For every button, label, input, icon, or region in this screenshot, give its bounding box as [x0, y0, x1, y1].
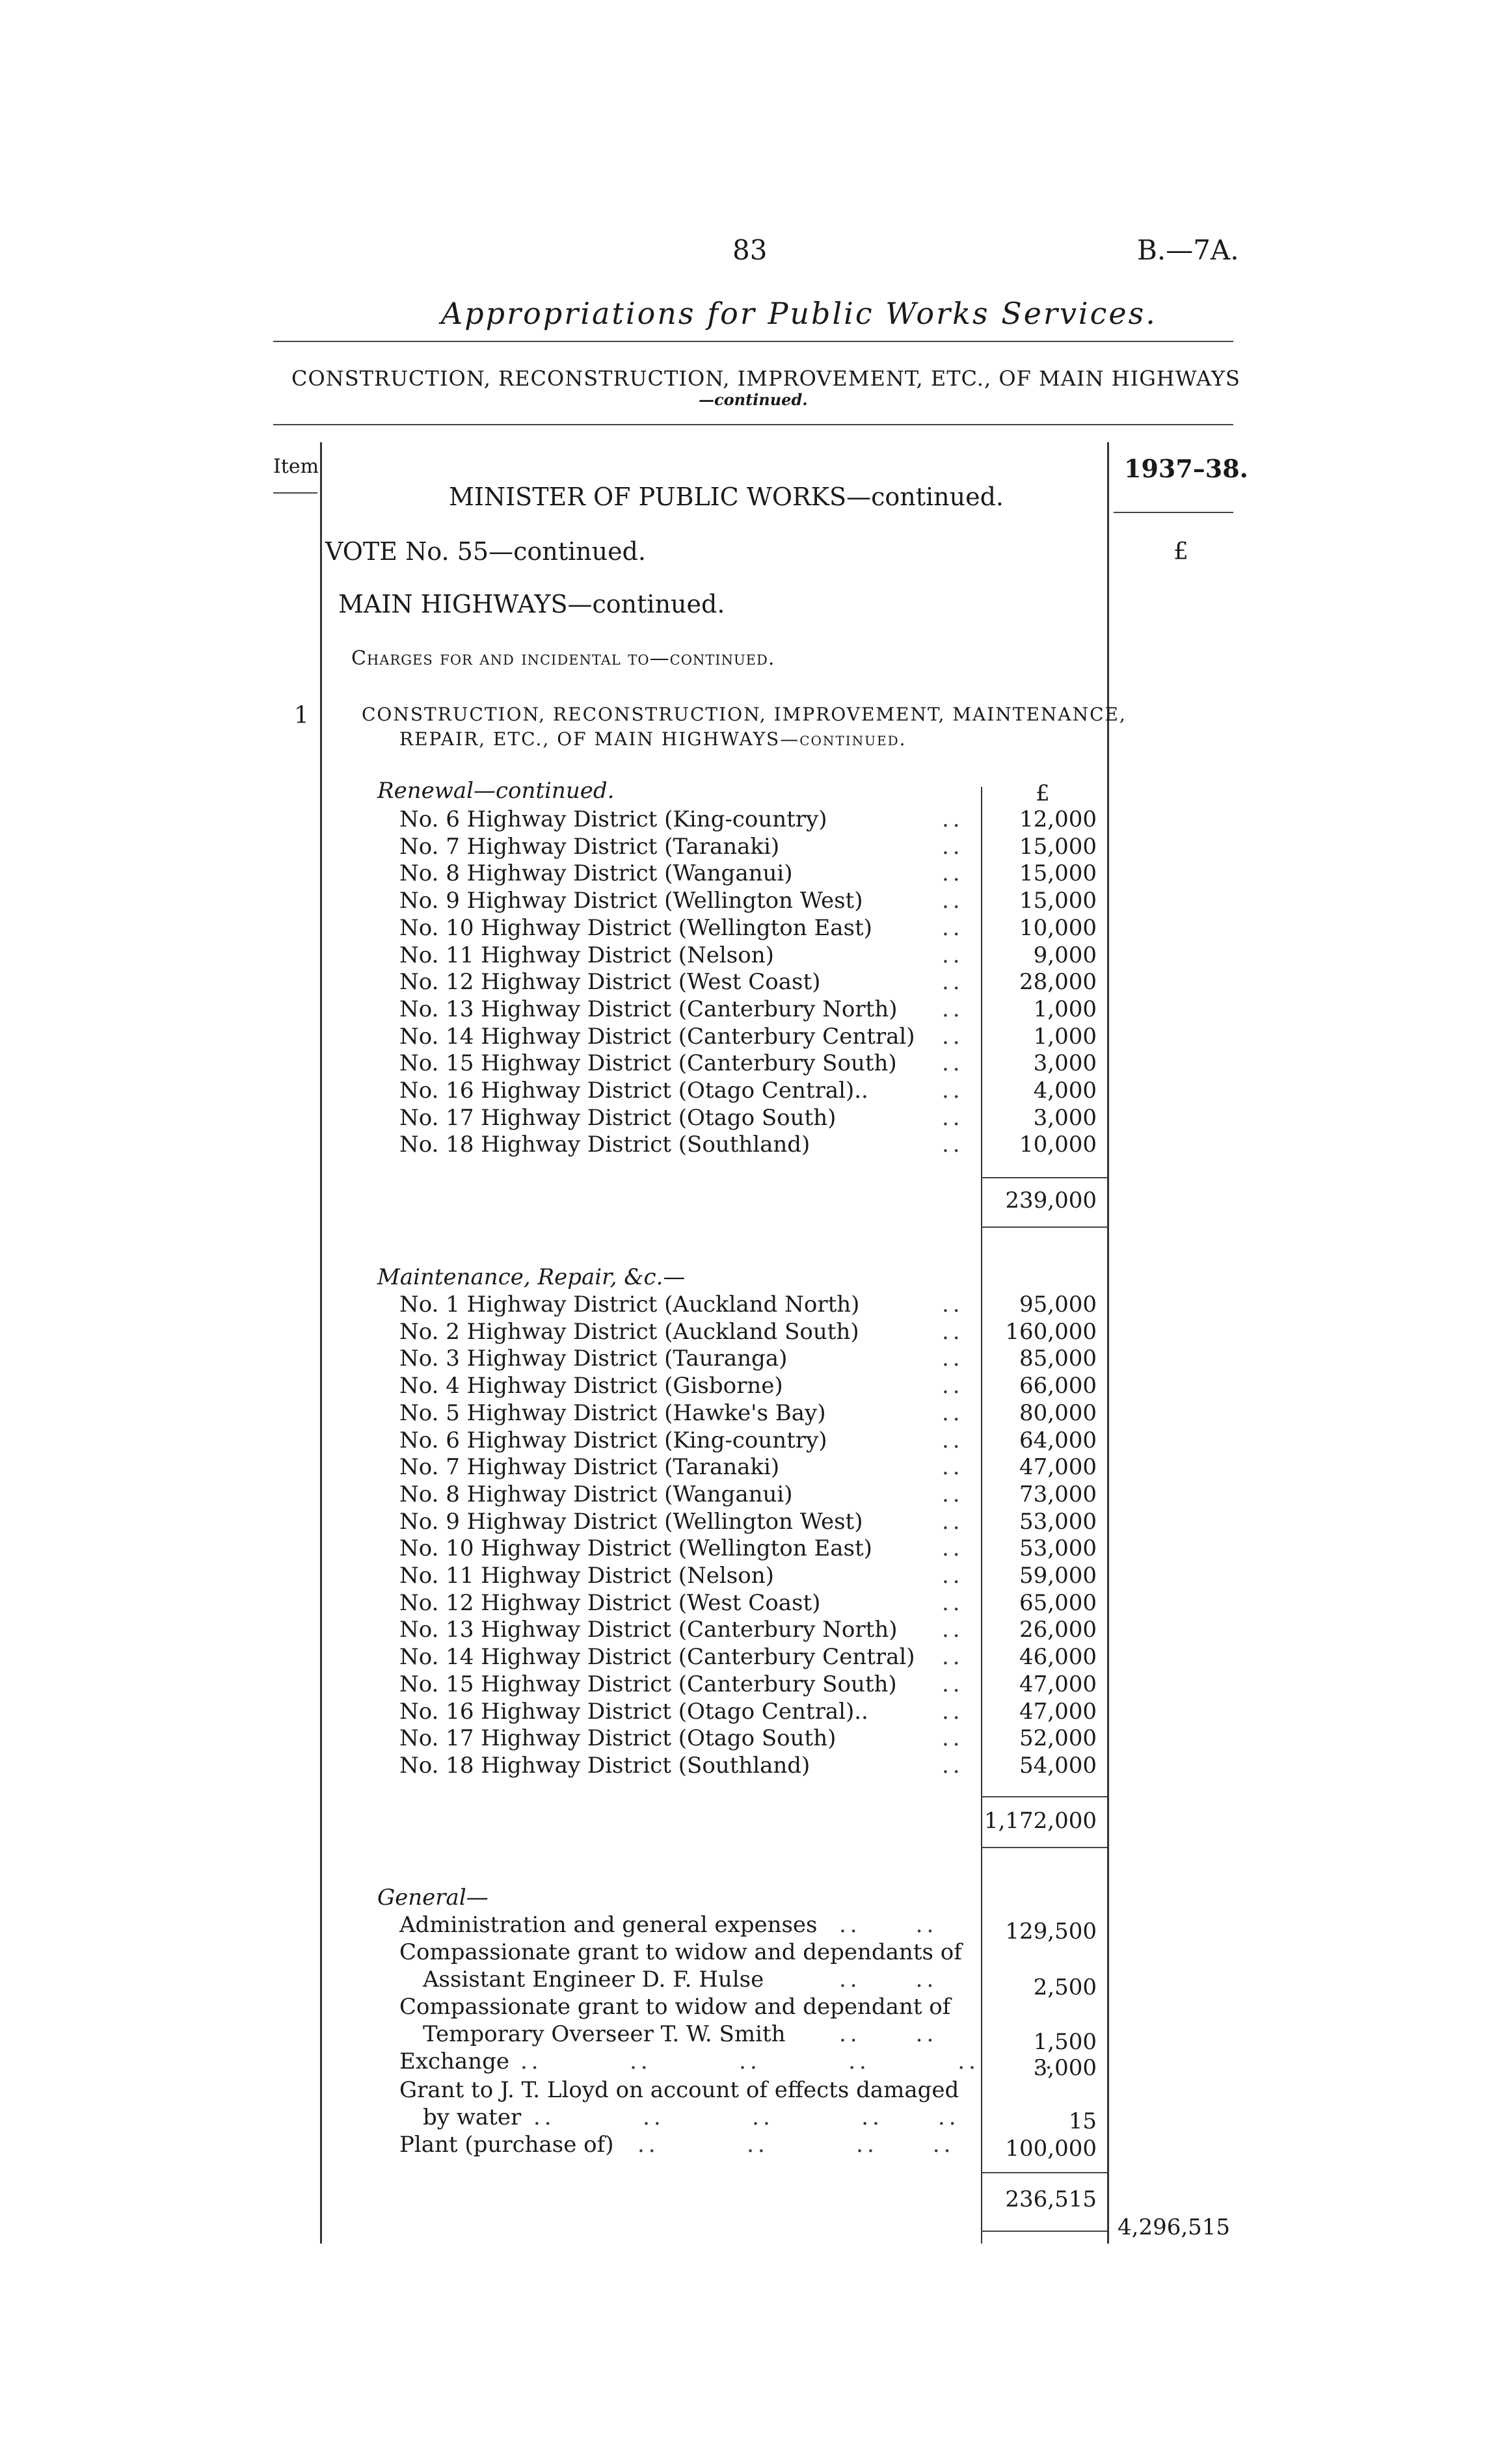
row-label: No. 8 Highway District (Wanganui) [399, 860, 793, 887]
row-amount: 47,000 [1019, 1454, 1097, 1481]
leader-dots: .. [942, 1644, 964, 1671]
page-number: 83 [732, 234, 768, 266]
leader-dots: .. [942, 1671, 964, 1697]
general-exchange-label: Exchange [399, 2048, 509, 2074]
row-label: No. 15 Highway District (Canterbury South) [399, 1050, 897, 1077]
page-title: Appropriations for Public Works Services. [441, 296, 1157, 331]
row-label: No. 13 Highway District (Canterbury North) [399, 1617, 898, 1643]
row-amount: 73,000 [1019, 1481, 1097, 1507]
row-label: No. 4 Highway District (Gisborne) [399, 1373, 783, 1399]
row-amount: 15,000 [1019, 860, 1097, 887]
leader-dots: .. .. .. .. [637, 2132, 955, 2158]
row-label: No. 18 Highway District (Southland) [399, 1752, 810, 1779]
leader-dots: .. [942, 1481, 964, 1507]
row-label: No. 1 Highway District (Auckland North) [399, 1292, 860, 1318]
leader-dots: .. [942, 1078, 964, 1104]
row-amount: 52,000 [1019, 1725, 1097, 1752]
leader-dots: .. [942, 1617, 964, 1643]
item-column-rule [320, 442, 322, 2244]
leader-dots: .. [942, 969, 964, 996]
leader-dots: .. .. [839, 2021, 938, 2047]
general-grant1-line2: Assistant Engineer D. F. Hulse [423, 1967, 764, 1993]
row-label: No. 12 Highway District (West Coast) [399, 1589, 821, 1616]
row-amount: 64,000 [1019, 1427, 1097, 1453]
row-label: No. 6 Highway District (King-country) [399, 806, 827, 832]
row-label: No. 8 Highway District (Wanganui) [399, 1481, 793, 1507]
row-amount: 1,000 [1033, 996, 1097, 1022]
title-rule [273, 341, 1233, 342]
row-amount: 47,000 [1019, 1698, 1097, 1725]
row-amount: 1,000 [1033, 1023, 1097, 1050]
document-reference: B.—7A. [1137, 234, 1239, 266]
table-top-rule [273, 424, 1233, 425]
year-header-rule [1114, 512, 1233, 513]
row-label: No. 16 Highway District (Otago Central).. [399, 1698, 868, 1725]
section-subtitle: CONSTRUCTION, RECONSTRUCTION, IMPROVEMENT, ETC., OF MAIN HIGHWAYS [291, 366, 1240, 391]
general-grant2-line1: Compassionate grant to widow and dependant of [399, 1994, 951, 2020]
row-label: No. 7 Highway District (Taranaki) [399, 1454, 780, 1481]
leader-dots: .. .. .. .. .. [533, 2104, 960, 2130]
leader-dots: .. [942, 1427, 964, 1453]
general-grant2-line2: Temporary Overseer T. W. Smith [423, 2021, 786, 2047]
row-amount: 59,000 [1019, 1563, 1097, 1589]
general-lloyd-amount: 15 [1068, 2108, 1097, 2134]
renewal-subtotal-bottom-rule [981, 1226, 1107, 1228]
main-highways-heading: MAIN HIGHWAYS—continued. [338, 590, 725, 618]
general-subtotal-rule [981, 2172, 1107, 2173]
row-label: No. 14 Highway District (Canterbury Central) [399, 1023, 915, 1050]
row-amount: 53,000 [1019, 1535, 1097, 1562]
year-column-header: 1937–38. [1124, 454, 1248, 483]
leader-dots: .. [942, 1399, 964, 1426]
row-amount: 9,000 [1033, 942, 1097, 968]
leader-dots: .. [942, 914, 964, 941]
row-amount: 12,000 [1019, 806, 1097, 832]
leader-dots: .. [942, 1050, 964, 1077]
leader-dots: .. [942, 1563, 964, 1589]
row-label: No. 2 Highway District (Auckland South) [399, 1318, 859, 1345]
row-label: No. 3 Highway District (Tauranga) [399, 1345, 788, 1372]
maintenance-subtotal-rule [981, 1796, 1107, 1797]
leader-dots: .. [942, 1589, 964, 1616]
leader-dots: .. [942, 1752, 964, 1779]
general-heading: General— [377, 1885, 489, 1911]
general-grant2-amount: 1,500 [1033, 2029, 1097, 2055]
row-amount: 85,000 [1019, 1345, 1097, 1372]
row-amount: 3,000 [1033, 1050, 1097, 1077]
row-amount: 3,000 [1033, 1104, 1097, 1131]
item-column-header: Item [273, 455, 319, 478]
year-currency-symbol: £ [1173, 538, 1188, 565]
general-lloyd-line1: Grant to J. T. Lloyd on account of effects damaged [399, 2077, 959, 2103]
minister-heading: MINISTER OF PUBLIC WORKS—continued. [449, 483, 1004, 511]
general-admin-amount: 129,500 [1005, 1918, 1097, 1944]
row-label: No. 11 Highway District (Nelson) [399, 942, 774, 968]
leader-dots: .. [942, 833, 964, 860]
general-lloyd-line2: by water [423, 2104, 522, 2130]
row-amount: 80,000 [1019, 1399, 1097, 1426]
row-label: No. 13 Highway District (Canterbury North) [399, 996, 898, 1022]
leader-dots: .. [942, 1104, 964, 1131]
row-amount: 66,000 [1019, 1373, 1097, 1399]
row-amount: 15,000 [1019, 888, 1097, 914]
renewal-subtotal-rule [981, 1177, 1107, 1178]
leader-dots: .. .. [839, 1967, 938, 1993]
row-amount: 54,000 [1019, 1752, 1097, 1779]
leader-dots: .. [942, 942, 964, 968]
maintenance-subtotal-bottom-rule [981, 1847, 1107, 1848]
charges-heading: Charges for and incidental to—continued. [351, 647, 775, 670]
row-amount: 160,000 [1005, 1318, 1097, 1345]
row-label: No. 5 Highway District (Hawke's Bay) [399, 1399, 826, 1426]
leader-dots: .. .. .. .. .. .. [520, 2048, 1056, 2074]
item-description-line2: REPAIR, ETC., OF MAIN HIGHWAYS—continued. [399, 728, 907, 750]
row-label: No. 10 Highway District (Wellington East) [399, 914, 872, 941]
leader-dots: .. [942, 860, 964, 887]
leader-dots: .. [942, 1373, 964, 1399]
general-exchange-amount: 3,000 [1033, 2055, 1097, 2081]
maintenance-subtotal: 1,172,000 [984, 1808, 1097, 1834]
vote-heading: VOTE No. 55—continued. [325, 537, 646, 566]
leader-dots: .. [942, 806, 964, 832]
row-amount: 95,000 [1019, 1292, 1097, 1318]
leader-dots: .. [942, 888, 964, 914]
leader-dots: .. [942, 1454, 964, 1481]
row-label: No. 7 Highway District (Taranaki) [399, 833, 780, 860]
leader-dots: .. [942, 1698, 964, 1725]
general-subtotal: 236,515 [1005, 2186, 1097, 2212]
row-label: No. 10 Highway District (Wellington East) [399, 1535, 872, 1562]
general-plant-amount: 100,000 [1005, 2136, 1097, 2162]
row-label: No. 9 Highway District (Wellington West) [399, 1508, 863, 1535]
grand-total: 4,296,515 [1118, 2214, 1231, 2240]
leader-dots: .. [942, 1318, 964, 1345]
row-label: No. 17 Highway District (Otago South) [399, 1104, 837, 1131]
leader-dots: .. [942, 1535, 964, 1562]
row-amount: 15,000 [1019, 833, 1097, 860]
row-label: No. 12 Highway District (West Coast) [399, 969, 821, 996]
item-header-rule [273, 492, 317, 494]
item-number: 1 [294, 702, 309, 729]
leader-dots: .. [942, 1292, 964, 1318]
row-label: No. 15 Highway District (Canterbury South) [399, 1671, 897, 1697]
row-amount: 65,000 [1019, 1589, 1097, 1616]
row-label: No. 9 Highway District (Wellington West) [399, 888, 863, 914]
leader-dots: .. [942, 1508, 964, 1535]
row-amount: 46,000 [1019, 1644, 1097, 1671]
section-subtitle-continued: —continued. [699, 390, 808, 409]
renewal-subtotal: 239,000 [1005, 1187, 1097, 1213]
general-grant1-amount: 2,500 [1033, 1974, 1097, 2000]
item-description-line1: CONSTRUCTION, RECONSTRUCTION, IMPROVEMENT, MAINTENANCE, [362, 704, 1127, 725]
row-label: No. 16 Highway District (Otago Central).. [399, 1078, 868, 1104]
amount-currency-symbol: £ [1036, 780, 1050, 806]
row-label: No. 11 Highway District (Nelson) [399, 1563, 774, 1589]
row-label: No. 6 Highway District (King-country) [399, 1427, 827, 1453]
row-amount: 10,000 [1019, 914, 1097, 941]
row-amount: 10,000 [1019, 1132, 1097, 1158]
leader-dots: .. [942, 1132, 964, 1158]
row-label: No. 17 Highway District (Otago South) [399, 1725, 837, 1752]
row-label: No. 14 Highway District (Canterbury Central) [399, 1644, 915, 1671]
general-subtotal-bottom-rule [981, 2231, 1107, 2232]
leader-dots: .. [942, 1725, 964, 1752]
row-amount: 26,000 [1019, 1617, 1097, 1643]
row-amount: 47,000 [1019, 1671, 1097, 1697]
row-amount: 53,000 [1019, 1508, 1097, 1535]
leader-dots: .. [942, 1023, 964, 1050]
leader-dots: .. [942, 996, 964, 1022]
general-admin-label: Administration and general expenses [399, 1912, 818, 1938]
leader-dots: .. .. [839, 1912, 938, 1938]
row-amount: 28,000 [1019, 969, 1097, 996]
row-amount: 4,000 [1033, 1078, 1097, 1104]
general-grant1-line1: Compassionate grant to widow and dependants of [399, 1939, 962, 1965]
renewal-heading: Renewal—continued. [377, 778, 615, 804]
leader-dots: .. [942, 1345, 964, 1372]
maintenance-heading: Maintenance, Repair, &c.— [377, 1264, 686, 1290]
general-plant-label: Plant (purchase of) [399, 2132, 614, 2158]
row-label: No. 18 Highway District (Southland) [399, 1132, 810, 1158]
